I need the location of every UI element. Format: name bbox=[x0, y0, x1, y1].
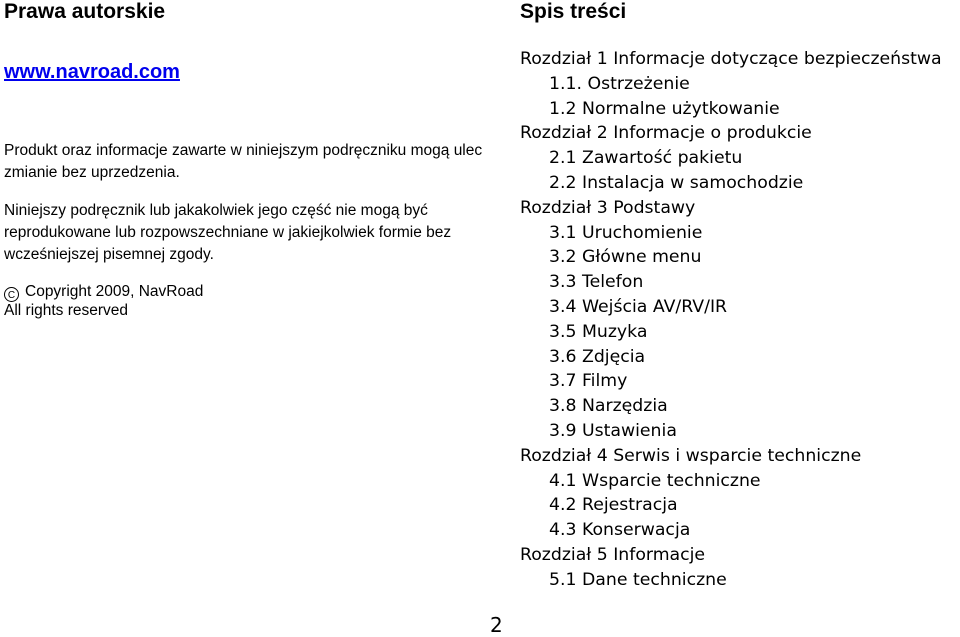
toc-subsection-item[interactable]: 3.9 Ustawienia bbox=[549, 420, 677, 441]
toc-subsection-item[interactable]: 3.6 Zdjęcia bbox=[549, 346, 646, 367]
reproduction-notice-paragraph: Niniejszy podręcznik lub jakakolwiek jego część nie mogą być reprodukowane lub rozpowszechniane w jakiejkolwiek formie bez wcześniejszej pisemnej zgody. bbox=[4, 202, 452, 263]
toc-subsection-item[interactable]: 4.2 Rejestracja bbox=[549, 495, 678, 516]
toc-list bbox=[520, 47, 942, 593]
toc-subsection-item[interactable]: 3.4 Wejścia AV/RV/IR bbox=[549, 296, 728, 317]
change-notice-paragraph: Produkt oraz informacje zawarte w niniejszym podręczniku mogą ulec zmianie bez uprzedzenia. bbox=[4, 142, 483, 181]
toc-subsection-item[interactable]: 4.3 Konserwacja bbox=[549, 520, 691, 541]
copyright-icon: C bbox=[4, 287, 19, 302]
toc-subsection-item[interactable]: 1.1. Ostrzeżenie bbox=[549, 73, 690, 94]
toc-title: Spis treści bbox=[520, 0, 627, 23]
toc-subsection-item[interactable]: 3.5 Muzyka bbox=[549, 321, 648, 342]
toc-subsection-item[interactable]: 5.1 Dane techniczne bbox=[549, 569, 727, 590]
toc-subsection-item[interactable]: 3.7 Filmy bbox=[549, 371, 628, 392]
toc-chapter-item[interactable]: Rozdział 4 Serwis i wsparcie techniczne bbox=[520, 445, 862, 466]
toc-subsection-item[interactable]: 2.2 Instalacja w samochodzie bbox=[549, 172, 804, 193]
rights-reserved-text: All rights reserved bbox=[4, 302, 129, 319]
toc-subsection-item[interactable]: 2.1 Zawartość pakietu bbox=[549, 148, 743, 169]
website-link[interactable]: www.navroad.com bbox=[4, 61, 180, 83]
toc-chapter-item[interactable]: Rozdział 3 Podstawy bbox=[520, 197, 696, 218]
toc-subsection-item[interactable]: 3.8 Narzędzia bbox=[549, 396, 668, 417]
copyright-text: Copyright 2009, NavRoad bbox=[25, 283, 204, 300]
copyright-title: Prawa autorskie bbox=[4, 0, 166, 23]
toc-subsection-item[interactable]: 1.2 Normalne użytkowanie bbox=[549, 98, 780, 119]
toc-subsection-item[interactable]: 4.1 Wsparcie techniczne bbox=[549, 470, 761, 491]
toc-subsection-item[interactable]: 3.3 Telefon bbox=[549, 272, 644, 293]
page-number: 2 bbox=[490, 613, 503, 637]
toc-chapter-item[interactable]: Rozdział 2 Informacje o produkcie bbox=[520, 123, 812, 144]
toc-chapter-item[interactable]: Rozdział 1 Informacje dotyczące bezpieczeństwa bbox=[520, 49, 942, 69]
toc-chapter-item[interactable]: Rozdział 5 Informacje bbox=[520, 544, 706, 565]
toc-subsection-item[interactable]: 3.1 Uruchomienie bbox=[549, 222, 703, 243]
toc-subsection-item[interactable]: 3.2 Główne menu bbox=[549, 247, 702, 268]
